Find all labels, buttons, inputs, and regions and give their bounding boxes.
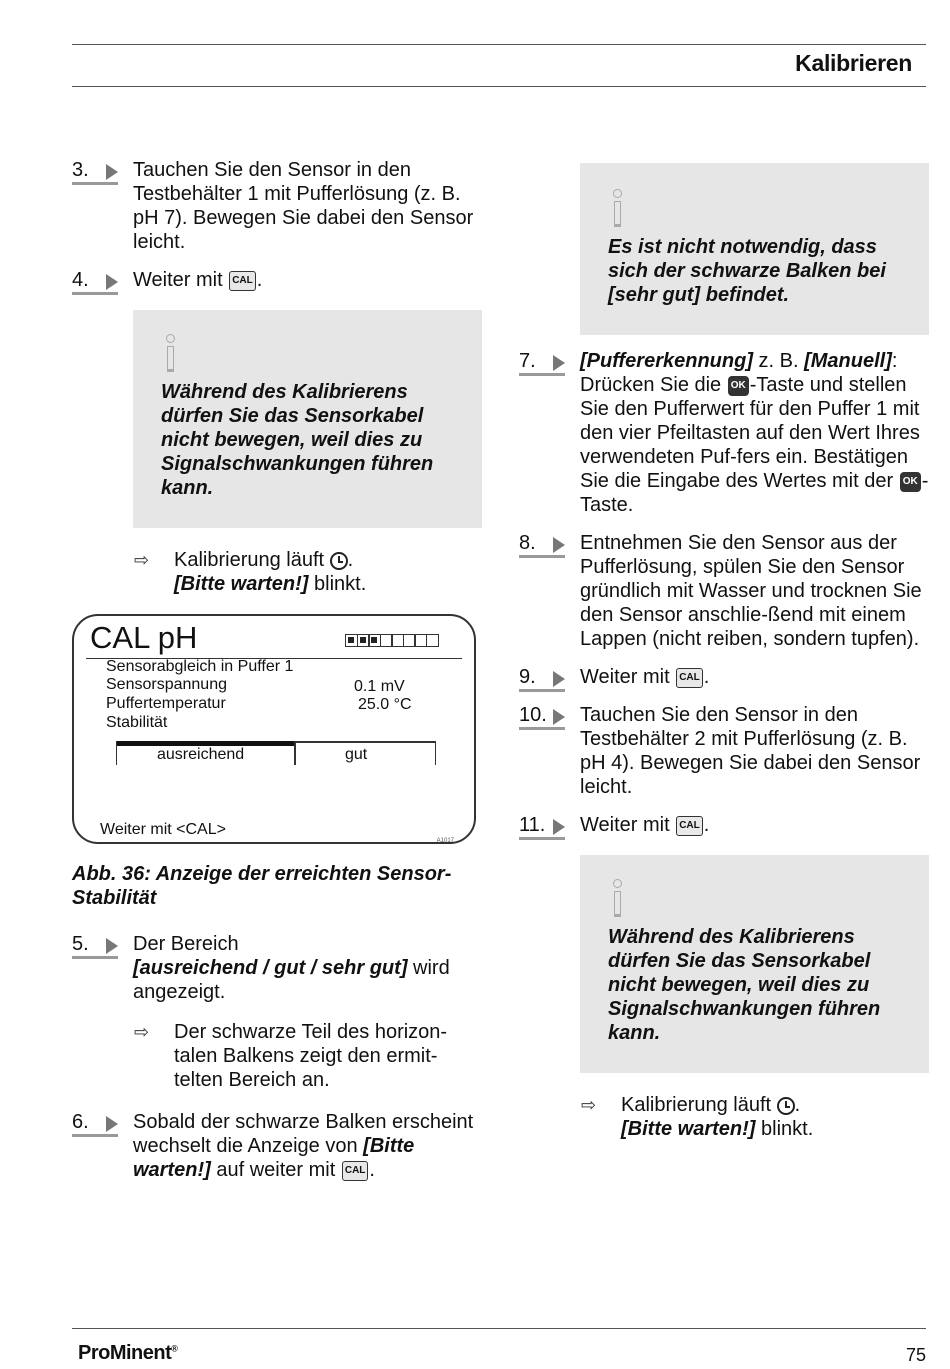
step-arrow-icon <box>106 274 118 290</box>
step-arrow-icon <box>106 164 118 180</box>
step-number: 8. <box>519 531 565 558</box>
lcd-voltage-value: 0.1 mV <box>354 678 405 695</box>
step-10: 10. Tauchen Sie den Sensor in den Testbehälter 2 mit Pufferlösung (z. B. pH 4). Bewegen Sie dabei den Sensor leicht. <box>519 704 921 798</box>
prominent-logo: ProMinent® <box>78 1342 178 1364</box>
lcd-stability-bar <box>116 741 436 765</box>
result-arrow-icon: ⇨ <box>134 550 150 570</box>
info-text: Während des Kalibrierens dürfen Sie das Sensorkabel nicht bewegen, weil dies zu Signalschwankungen führen kann. <box>161 381 434 499</box>
info-icon <box>161 334 177 370</box>
step-arrow-icon <box>553 709 565 725</box>
step-arrow-icon <box>106 1116 118 1132</box>
info-text: Während des Kalibrierens dürfen Sie das Sensorkabel nicht bewegen, weil dies zu Signalschwankungen führen kann. <box>608 926 881 1044</box>
step-7: 7. [Puffererkennung] z. B. [Manuell]: Drücken Sie die OK -Taste und stellen Sie den Pufferwert für den Puffer 1 mit den vier Pfeiltasten auf den Wert Ihres verwendeten Puf-fers ein. Bestätigen Sie die Eingabe des Wertes mit der OK -Taste. <box>519 350 929 516</box>
step-5: 5. Der Bereich [ausreichend / gut / sehr gut] wird angezeigt. <box>72 933 450 1003</box>
step-number: 4. <box>72 268 118 295</box>
cal-key-icon: CAL <box>229 271 256 291</box>
progress-segment <box>426 634 439 647</box>
step-arrow-icon <box>553 355 565 371</box>
lcd-row-temperature: Puffertemperatur <box>106 695 226 712</box>
lcd-footer: Weiter mit <CAL> <box>100 821 226 838</box>
step-arrow-icon <box>553 671 565 687</box>
step-8: 8. Entnehmen Sie den Sensor aus der Pufferlösung, spülen Sie den Sensor gründlich mit Wasser und trocknen Sie den Sensor anschlie-ßend mit einem Lappen (nicht reiben, sondern tupfen). <box>519 532 922 650</box>
info-box-cable <box>133 310 482 528</box>
step-text: Tauchen Sie den Sensor in den Testbehälter 1 mit Pufferlösung (z. B. pH 7). Bewegen Sie dabei den Sensor leicht. <box>133 159 474 253</box>
result-calibration-running: ⇨ Kalibrierung läuft . [Bitte warten!] blinkt. <box>134 549 367 595</box>
result-bar-shows-range: ⇨ Der schwarze Teil des horizon-talen Balkens zeigt den ermit-telten Bereich an. <box>134 1021 448 1091</box>
step-arrow-icon <box>106 938 118 954</box>
result-arrow-icon: ⇨ <box>581 1095 597 1115</box>
lcd-title: CAL pH <box>90 620 198 655</box>
left-column <box>72 158 482 1196</box>
step-number: 9. <box>519 665 565 692</box>
step-number: 7. <box>519 349 565 376</box>
step-3 <box>72 158 482 254</box>
step-number: 6. <box>72 1110 118 1137</box>
lcd-progress-segments <box>345 634 437 647</box>
result-arrow-icon: ⇨ <box>134 1022 150 1042</box>
footer-rule <box>72 1328 926 1329</box>
figure-caption: Abb. 36: Anzeige der erreichten Sensor-Stabilität <box>72 863 452 909</box>
lcd-display <box>72 614 476 844</box>
step-number: 5. <box>72 932 118 959</box>
header-rule-top <box>72 44 926 45</box>
lcd-row-voltage: Sensorspannung <box>106 676 227 693</box>
step-arrow-icon <box>553 537 565 553</box>
step-number: 3. <box>72 158 118 185</box>
info-text: Es ist nicht notwendig, dass sich der schwarze Balken bei [sehr gut] befindet. <box>608 236 886 306</box>
cal-key-icon: CAL <box>676 668 703 688</box>
header-rule-bottom <box>72 86 926 87</box>
lcd-row-stability: Stabilität <box>106 714 168 731</box>
info-box-black-bar <box>580 163 929 335</box>
result-calibration-running-2: ⇨ Kalibrierung läuft . [Bitte warten!] blinkt. <box>581 1094 814 1140</box>
ok-key-icon: OK <box>728 376 749 396</box>
step-text: Weiter mit <box>133 269 229 291</box>
right-column <box>519 163 929 1159</box>
info-icon <box>608 189 624 225</box>
clock-icon <box>330 552 348 570</box>
cal-key-icon: CAL <box>676 816 703 836</box>
step-9: 9. Weiter mit CAL . <box>519 665 929 689</box>
step-4: 4. Weiter mit CAL . <box>72 268 482 292</box>
page-title: Kalibrieren <box>795 50 912 76</box>
step-6: 6. Sobald der schwarze Balken erscheint wechselt die Anzeige von [Bitte warten!] auf weiter mit CAL . <box>72 1111 474 1181</box>
step-arrow-icon <box>553 819 565 835</box>
ok-key-icon: OK <box>900 472 921 492</box>
lcd-row-buffer: Sensorabgleich in Puffer 1 <box>106 658 294 675</box>
figure-code: A1017 <box>436 838 454 844</box>
stability-label-good: gut <box>345 746 368 763</box>
info-icon <box>608 879 624 915</box>
step-number: 10. <box>519 703 565 730</box>
step-number: 11. <box>519 813 565 840</box>
page-number: 75 <box>905 1345 926 1365</box>
clock-icon <box>777 1097 795 1115</box>
info-box-cable-2 <box>580 855 929 1073</box>
stability-label-sufficient: ausreichend <box>157 746 245 763</box>
cal-key-icon: CAL <box>342 1161 369 1181</box>
lcd-temperature-value: 25.0 °C <box>358 696 412 713</box>
step-11: 11. Weiter mit CAL . <box>519 813 929 837</box>
